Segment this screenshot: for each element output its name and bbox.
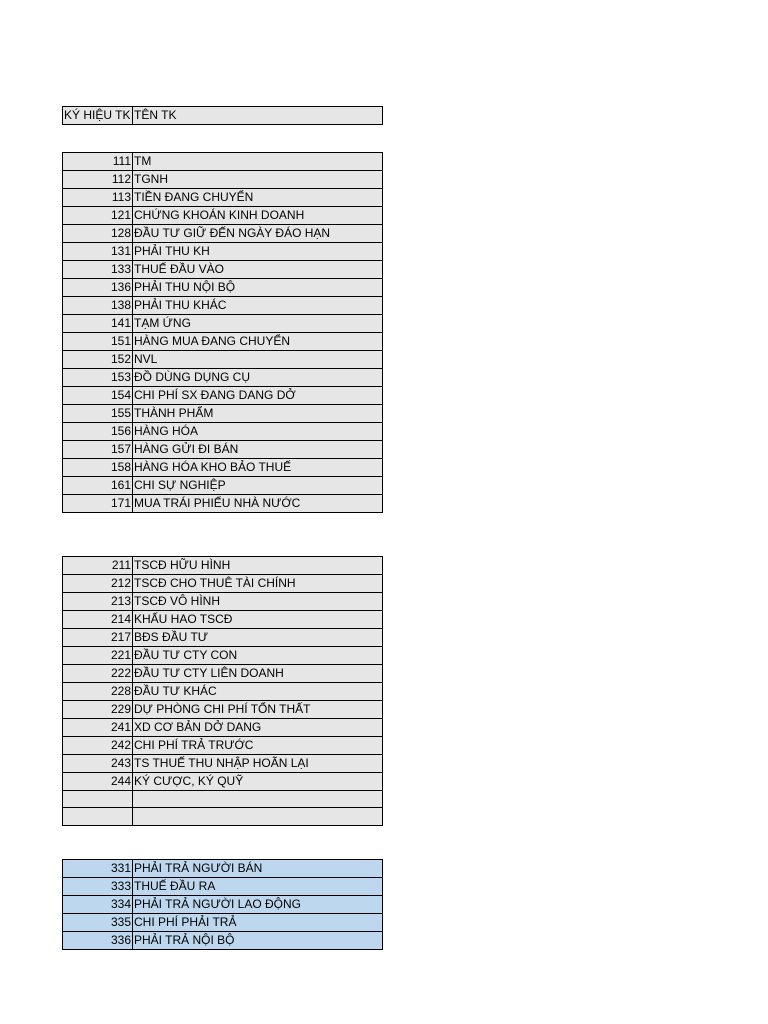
account-code-cell[interactable]: 211 xyxy=(63,557,133,575)
account-name-cell[interactable]: THÀNH PHẨM xyxy=(133,405,383,423)
account-name-cell[interactable]: CHI PHÍ PHẢI TRẢ xyxy=(133,914,383,932)
account-code-cell[interactable]: 131 xyxy=(63,243,133,261)
account-name-cell[interactable] xyxy=(133,808,383,825)
header-name-cell[interactable]: TÊN TK xyxy=(133,107,383,125)
table-row xyxy=(63,261,383,279)
table-row xyxy=(63,459,383,477)
account-code-cell[interactable]: 136 xyxy=(63,279,133,297)
account-code-cell[interactable]: 156 xyxy=(63,423,133,441)
account-code-cell[interactable]: 213 xyxy=(63,593,133,611)
account-name-cell[interactable]: TIỀN ĐANG CHUYỂN xyxy=(133,189,383,207)
account-name-cell[interactable]: TS THUẾ THU NHẬP HOÃN LẠI xyxy=(133,755,383,773)
account-code-cell[interactable]: 154 xyxy=(63,387,133,405)
table-row xyxy=(63,665,383,683)
account-code-cell[interactable]: 155 xyxy=(63,405,133,423)
account-code-cell[interactable]: 111 xyxy=(63,153,133,171)
account-name-cell[interactable]: CHI PHÍ SX ĐANG DANG DỞ xyxy=(133,387,383,405)
account-name-cell[interactable]: THUẾ ĐẦU RA xyxy=(133,878,383,896)
table-row xyxy=(63,351,383,369)
table-row xyxy=(63,333,383,351)
table-row xyxy=(63,860,383,878)
table-row xyxy=(63,423,383,441)
account-code-cell[interactable]: 112 xyxy=(63,171,133,189)
account-name-cell[interactable]: TM xyxy=(133,153,383,171)
account-code-cell[interactable]: 335 xyxy=(63,914,133,932)
account-code-cell[interactable]: 141 xyxy=(63,315,133,333)
account-name-cell[interactable]: KÝ CƯỢC, KÝ QUỸ xyxy=(133,773,383,791)
account-code-cell[interactable]: 152 xyxy=(63,351,133,369)
account-name-cell[interactable]: ĐẦU TƯ CTY CON xyxy=(133,647,383,665)
table-row xyxy=(63,932,383,950)
table-row xyxy=(63,575,383,593)
account-code-cell[interactable]: 241 xyxy=(63,719,133,737)
account-code-cell[interactable]: 244 xyxy=(63,773,133,791)
account-code-cell[interactable]: 331 xyxy=(63,860,133,878)
account-name-cell[interactable]: TẠM ỨNG xyxy=(133,315,383,333)
account-code-cell[interactable]: 228 xyxy=(63,683,133,701)
table-row xyxy=(63,629,383,647)
table-row xyxy=(63,878,383,896)
account-name-cell[interactable]: CHI PHÍ TRẢ TRƯỚC xyxy=(133,737,383,755)
account-name-cell[interactable]: MUA TRÁI PHIẾU NHÀ NƯỚC xyxy=(133,495,383,513)
table-row xyxy=(63,914,383,932)
account-code-cell[interactable]: 161 xyxy=(63,477,133,495)
account-code-cell[interactable]: 128 xyxy=(63,225,133,243)
table-row xyxy=(63,171,383,189)
table-row xyxy=(63,369,383,387)
account-code-cell[interactable]: 221 xyxy=(63,647,133,665)
account-code-cell[interactable] xyxy=(63,791,133,808)
table-row xyxy=(63,791,383,808)
header-row xyxy=(63,107,383,125)
account-name-cell[interactable]: TSCĐ VÔ HÌNH xyxy=(133,593,383,611)
account-name-cell[interactable] xyxy=(133,791,383,808)
table-row xyxy=(63,495,383,513)
account-code-cell[interactable]: 138 xyxy=(63,297,133,315)
account-name-cell[interactable]: PHẢI THU KHÁC xyxy=(133,297,383,315)
account-name-cell[interactable]: HÀNG MUA ĐANG CHUYỂN xyxy=(133,333,383,351)
account-name-cell[interactable]: DỰ PHÒNG CHI PHÍ TỔN THẤT xyxy=(133,701,383,719)
table-row xyxy=(63,719,383,737)
table-row xyxy=(63,701,383,719)
account-code-cell[interactable]: 133 xyxy=(63,261,133,279)
account-name-cell[interactable]: ĐỒ DÙNG DỤNG CỤ xyxy=(133,369,383,387)
account-name-cell[interactable]: TSCĐ HỮU HÌNH xyxy=(133,557,383,575)
table-row xyxy=(63,387,383,405)
account-name-cell[interactable]: HÀNG HÓA xyxy=(133,423,383,441)
account-name-cell[interactable]: TSCĐ CHO THUÊ TÀI CHÍNH xyxy=(133,575,383,593)
table-row xyxy=(63,279,383,297)
table-row xyxy=(63,207,383,225)
account-name-cell[interactable]: PHẢI TRẢ NGƯỜI BÁN xyxy=(133,860,383,878)
account-code-cell[interactable]: 214 xyxy=(63,611,133,629)
account-code-cell[interactable]: 171 xyxy=(63,495,133,513)
table-row xyxy=(63,297,383,315)
account-code-cell[interactable]: 336 xyxy=(63,932,133,950)
account-name-cell[interactable]: PHẢI THU KH xyxy=(133,243,383,261)
account-code-cell[interactable]: 157 xyxy=(63,441,133,459)
table-row xyxy=(63,405,383,423)
account-name-cell[interactable]: ĐẦU TƯ KHÁC xyxy=(133,683,383,701)
account-name-cell[interactable]: TGNH xyxy=(133,171,383,189)
account-code-cell[interactable]: 222 xyxy=(63,665,133,683)
header-code-cell[interactable]: KÝ HIỆU TK xyxy=(63,107,133,125)
table-row xyxy=(63,808,383,825)
account-name-cell[interactable]: HÀNG HÓA KHO BẢO THUẾ xyxy=(133,459,383,477)
table-row xyxy=(63,153,383,171)
account-name-cell[interactable]: CHỨNG KHOÁN KINH DOANH xyxy=(133,207,383,225)
account-code-cell[interactable]: 153 xyxy=(63,369,133,387)
account-name-cell[interactable]: BĐS ĐẦU TƯ xyxy=(133,629,383,647)
account-name-cell[interactable]: PHẢI TRẢ NGƯỜI LAO ĐỘNG xyxy=(133,896,383,914)
table-row xyxy=(63,896,383,914)
account-code-cell[interactable]: 333 xyxy=(63,878,133,896)
account-name-cell[interactable]: HÀNG GỬI ĐI BÁN xyxy=(133,441,383,459)
account-name-cell[interactable]: PHẢI THU NỘI BỘ xyxy=(133,279,383,297)
header-table xyxy=(62,106,383,125)
account-name-cell[interactable]: CHI SỰ NGHIỆP xyxy=(133,477,383,495)
account-name-cell[interactable]: PHẢI TRẢ NỘI BỘ xyxy=(133,932,383,950)
table-row xyxy=(63,647,383,665)
account-code-cell[interactable]: 229 xyxy=(63,701,133,719)
table-row xyxy=(63,755,383,773)
account-group-1xx xyxy=(62,152,383,513)
account-group-2xx xyxy=(62,556,383,826)
table-row xyxy=(63,243,383,261)
account-name-cell[interactable]: XD CƠ BẢN DỞ DANG xyxy=(133,719,383,737)
table-row xyxy=(63,189,383,207)
account-code-cell[interactable]: 151 xyxy=(63,333,133,351)
account-code-cell[interactable]: 217 xyxy=(63,629,133,647)
table-row xyxy=(63,773,383,791)
account-code-cell[interactable]: 212 xyxy=(63,575,133,593)
account-code-cell[interactable]: 158 xyxy=(63,459,133,477)
account-name-cell[interactable]: KHẤU HAO TSCĐ xyxy=(133,611,383,629)
table-row xyxy=(63,683,383,701)
table-row xyxy=(63,611,383,629)
table-row xyxy=(63,557,383,575)
table-row xyxy=(63,737,383,755)
account-code-cell[interactable]: 242 xyxy=(63,737,133,755)
account-group-3xx xyxy=(62,859,383,950)
account-code-cell[interactable] xyxy=(63,808,133,825)
account-code-cell[interactable]: 121 xyxy=(63,207,133,225)
account-name-cell[interactable]: ĐẦU TƯ CTY LIÊN DOANH xyxy=(133,665,383,683)
table-row xyxy=(63,225,383,243)
account-code-cell[interactable]: 334 xyxy=(63,896,133,914)
table-row xyxy=(63,593,383,611)
account-code-cell[interactable]: 113 xyxy=(63,189,133,207)
table-row xyxy=(63,441,383,459)
account-name-cell[interactable]: NVL xyxy=(133,351,383,369)
table-row xyxy=(63,477,383,495)
account-code-cell[interactable]: 243 xyxy=(63,755,133,773)
table-row xyxy=(63,315,383,333)
account-name-cell[interactable]: THUẾ ĐẦU VÀO xyxy=(133,261,383,279)
account-name-cell[interactable]: ĐẦU TƯ GIỮ ĐẾN NGÀY ĐÁO HẠN xyxy=(133,225,383,243)
